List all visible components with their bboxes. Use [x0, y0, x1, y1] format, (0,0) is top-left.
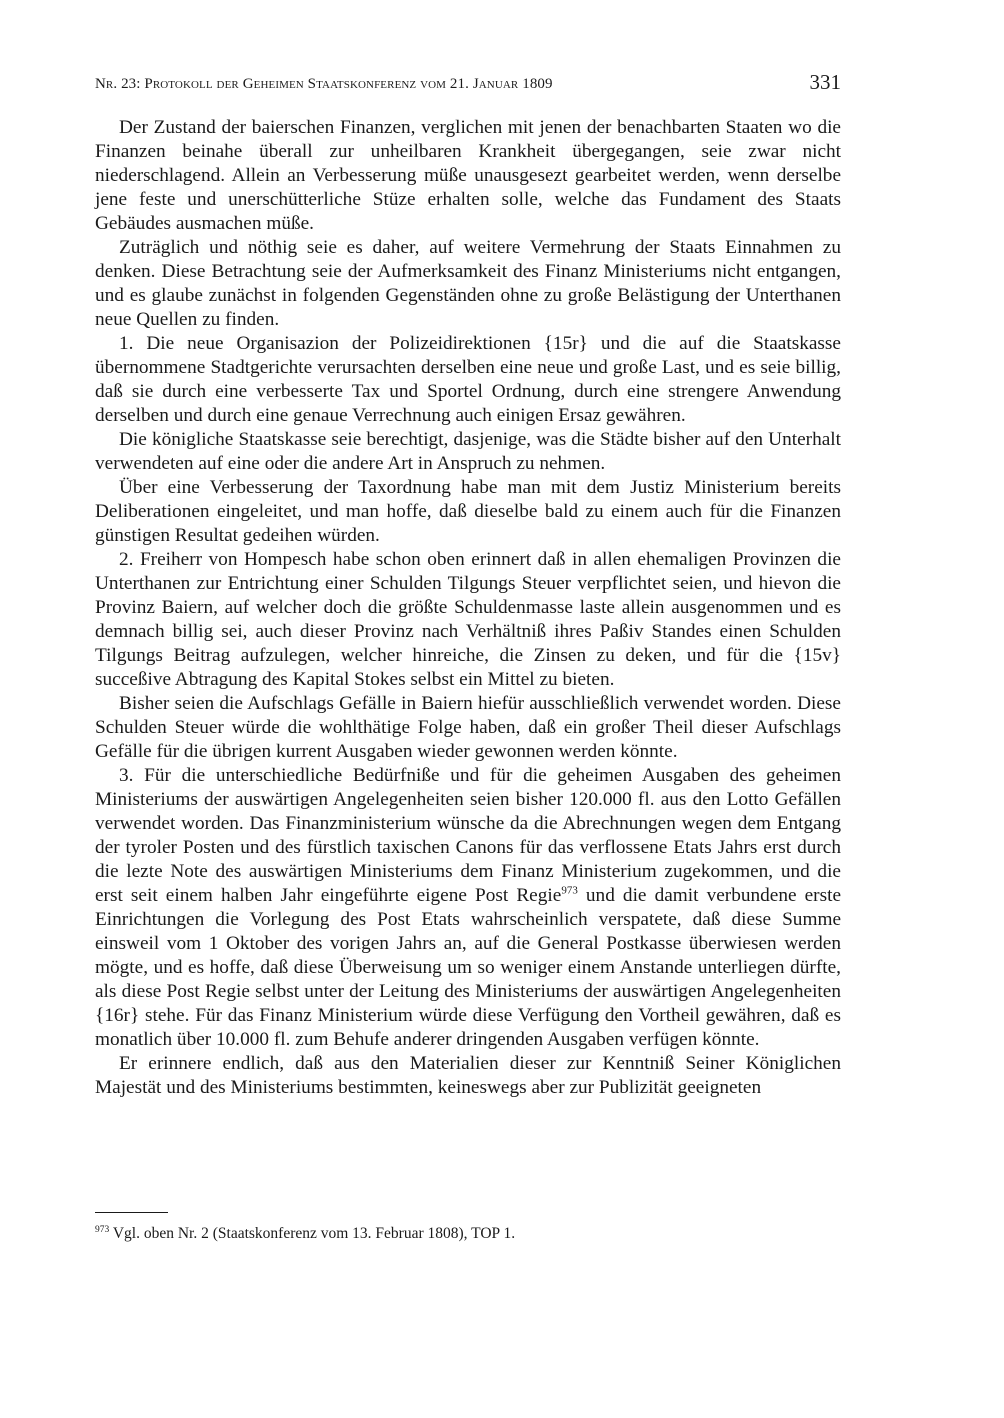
paragraph-3: 1. Die neue Organisazion der Polizeidirektionen {15r} und die auf die Staatskasse übernommene Stadtgerichte verursachten derselben eine neue und große Last, und es seie billig, daß sie durch eine verbesserte Tax und Sportel Ordnung, durch eine strengere Anwendung derselben und durch eine genaue Verrechnung auch einigen Ersaz gewähren. — [95, 333, 841, 426]
paragraph-8-text-after: und die damit verbundene erste Einrichtungen die Vorlegung des Post Etats wahrscheinlich verspatete, daß diese Summe einsweil vom 1 Oktober des vorigen Jahrs an, auf die General Postkasse überwiesen werden mögte, und es hoffe, daß diese Überweisung um so weniger einem Anstande unterliegen dürfte, als diese Post Regie selbst unter der Leitung des Ministeriums der auswärtigen Angelegenheiten {16r} stehe. Für das Finanz Ministerium würde diese Verfügung den Vortheil gewähren, daß es monatlich über 10.000 fl. zum Behufe anderer dringenden Ausgaben verfügen könnte. — [95, 885, 842, 1050]
paragraph-1: Der Zustand der baierschen Finanzen, verglichen mit jenen der benachbarten Staaten wo die Finanzen beinahe überall zur unheilbaren Krankheit übergegangen, seie zwar nicht niederschlagend. Allein an Verbesserung müße unausgesezt gearbeitet werden, wenn derselbe jene feste und unerschütterliche Stüze erhalten solle, welche das Fundament des Staats Gebäudes ausmachen müße. — [95, 117, 841, 234]
paragraph-2: Zuträglich und nöthig seie es daher, auf weitere Vermehrung der Staats Einnahmen zu denken. Diese Betrachtung seie der Aufmerksamkeit des Finanz Ministeriums nicht entgangen, und es glaube zunächst in folgenden Gegenständen ohne zu große Belästigung der Unterthanen neue Quellen zu finden. — [95, 237, 841, 330]
page-number: 331 — [809, 70, 841, 94]
paragraph-8-text-before: 3. Für die unterschiedliche Bedürfniße und für die geheimen Ausgaben des geheimen Ministeriums der auswärtigen Angelegenheiten seien bisher 120.000 fl. aus den Lotto Gefällen verwendet worden. Das Finanzministerium wünsche da die Abrechnungen wegen dem Entgang der tyroler Posten und des fürstlich taxischen Canons für das verflossene Etats Jahrs erst durch die lezte Note des auswärtigen Ministeriums dem Finanz Ministerium zugekommen, und die erst seit einem halben Jahr eingeführte eigene Post Regie — [95, 765, 841, 906]
main-text — [95, 116, 841, 1100]
footnote — [95, 1224, 841, 1244]
paragraph-7: Bisher seien die Aufschlags Gefälle in Baiern hiefür ausschließlich verwendet worden. Diese Schulden Steuer würde die wohlthätige Folge haben, daß ein großer Theil dieser Aufschlags Gefälle für die übrigen kurrent Ausgaben wieder gewonnen werden könnte. — [95, 693, 841, 762]
footnote-text: Vgl. oben Nr. 2 (Staatskonferenz vom 13. Februar 1808), TOP 1. — [109, 1225, 516, 1242]
paragraph-6: 2. Freiherr von Hompesch habe schon oben erinnert daß in allen ehemaligen Provinzen die Unterthanen zur Entrichtung einer Schulden Tilgungs Steuer verpflichtet seien, und hievon die Provinz Baiern, auf welcher doch die größte Schuldenmasse laste allein ausgenommen und es demnach billig sei, auch dieser Provinz nach Verhältniß ihres Paßiv Standes einen Schulden Tilgungs Beitrag aufzulegen, welcher hinreiche, die Zinsen zu deken, und für die {15v} succeßive Abtragung des Kapital Stokes selbst ein Mittel zu bieten. — [95, 549, 841, 690]
footnote-number: 973 — [95, 1224, 110, 1235]
paragraph-8 — [95, 764, 841, 1052]
paragraph-9: Er erinnere endlich, daß aus den Materialien dieser zur Kenntniß Seiner Königlichen Majestät und des Ministeriums bestimmten, keineswegs aber zur Publizität geeigneten — [95, 1053, 841, 1098]
footnote-divider — [95, 1212, 168, 1213]
paragraph-5: Über eine Verbesserung der Taxordnung habe man mit dem Justiz Ministerium bereits Deliberationen eingeleitet, und man hoffe, daß dieselbe bald zu einem auch für die Finanzen günstigen Resultat gedeihen würden. — [95, 477, 841, 546]
footnote-reference[interactable]: 973 — [561, 884, 578, 897]
paragraph-4: Die königliche Staatskasse seie berechtigt, dasjenige, was die Städte bisher auf den Unterhalt verwendeten auf eine oder die andere Art in Anspruch zu nehmen. — [95, 429, 841, 474]
running-header — [95, 70, 841, 102]
running-title: Nr. 23: Protokoll der Geheimen Staatskonferenz vom 21. Januar 1809 — [95, 76, 553, 92]
